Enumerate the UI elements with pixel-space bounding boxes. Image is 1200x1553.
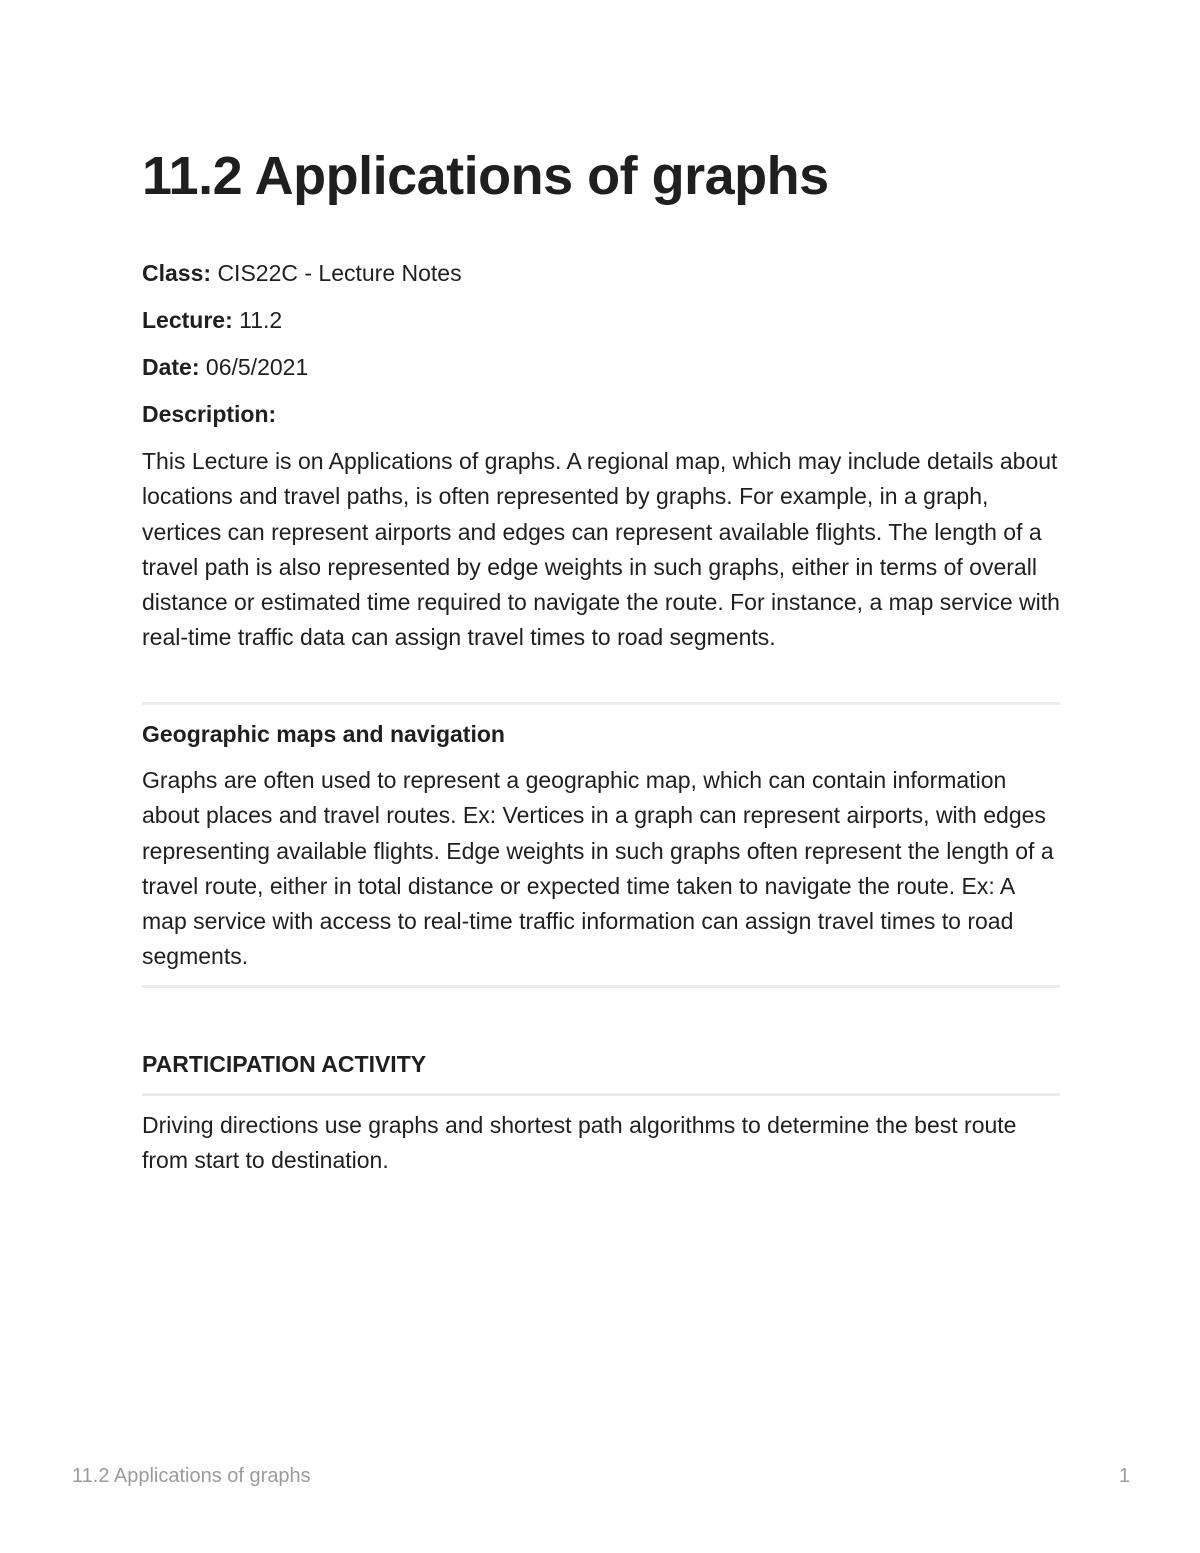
divider: [142, 702, 1060, 705]
section-heading-geographic-maps: Geographic maps and navigation: [142, 721, 505, 747]
meta-date-value: 06/5/2021: [205, 354, 309, 380]
meta-lecture: Lecture: 11.2: [142, 307, 283, 333]
meta-description-label: Description: [142, 401, 269, 427]
section-body-participation-activity: Driving directions use graphs and shortest path algorithms to determine the best route from start to destination.: [142, 1112, 1017, 1174]
metadata-block: [142, 256, 1060, 444]
divider: [142, 1093, 1060, 1096]
page-title: 11.2 Applications of graphs: [142, 146, 829, 206]
meta-lecture-label: Lecture: [142, 307, 226, 333]
footer-title: 11.2 Applications of graphs: [72, 1465, 311, 1487]
section-heading-participation-activity: PARTICIPATION ACTIVITY: [142, 1051, 427, 1077]
divider: [142, 985, 1060, 988]
meta-date: Date: 06/5/2021: [142, 354, 309, 380]
meta-class-value: CIS22C - Lecture Notes: [217, 260, 462, 286]
meta-date-label: Date: [142, 354, 192, 380]
meta-lecture-value: 11.2: [239, 307, 283, 333]
footer-page-number: 1: [1118, 1465, 1130, 1487]
description-paragraph: This Lecture is on Applications of graphs. A regional map, which may include details about locations and travel paths, is often represented by graphs. For example, in a graph, vertices can represent airports and edges can represent available flights. The length of a travel path is also represented by edge weights in such graphs, either in terms of overall distance or estimated time required to navigate the route. For instance, a map service with real-time traffic data can assign travel times to road segments.: [142, 448, 1060, 651]
section-body-geographic-maps: Graphs are often used to represent a geographic map, which can contain information about places and travel routes. Ex: Vertices in a graph can represent airports, with edges representing available flights. Edge weights in such graphs often represent the length of a travel route, either in total distance or expected time taken to navigate the route. Ex: A map service with access to real-time traffic information can assign travel times to road segments.: [142, 767, 1054, 970]
meta-class: Class: CIS22C - Lecture Notes: [142, 260, 462, 286]
meta-description: Description:: [142, 401, 277, 427]
meta-class-label: Class: [142, 260, 204, 286]
